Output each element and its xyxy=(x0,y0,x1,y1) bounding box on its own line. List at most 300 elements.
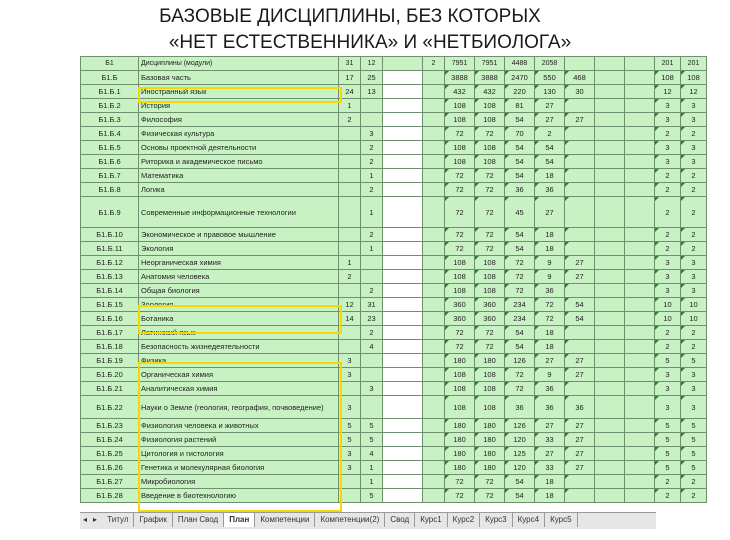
cell-empty[interactable] xyxy=(625,197,655,228)
cell-code[interactable]: Б1.Б.15 xyxy=(81,298,139,312)
cell-code[interactable]: Б1.Б.12 xyxy=(81,256,139,270)
cell-hours-norm[interactable]: 180 xyxy=(445,433,475,447)
cell-empty[interactable] xyxy=(595,475,625,489)
cell-discipline-name[interactable]: Органическая химия xyxy=(139,368,339,382)
cell-hours-norm[interactable]: 108 xyxy=(445,155,475,169)
cell-hours-plan[interactable]: 72 xyxy=(475,475,505,489)
cell-hours-plan[interactable]: 108 xyxy=(475,141,505,155)
cell-control[interactable]: 27 xyxy=(565,461,595,475)
cell-hours-norm[interactable]: 108 xyxy=(445,141,475,155)
cell-credit-semester[interactable] xyxy=(361,113,383,127)
sheet-tab[interactable]: Компетенции(2) xyxy=(315,513,385,527)
cell-exam-semester[interactable]: 14 xyxy=(339,312,361,326)
cell-zet-plan[interactable]: 2 xyxy=(681,475,707,489)
cell-exam-semester[interactable]: 2 xyxy=(339,113,361,127)
cell-hours-norm[interactable]: 108 xyxy=(445,284,475,298)
cell-hours-plan[interactable]: 180 xyxy=(475,461,505,475)
cell-zet-plan[interactable]: 10 xyxy=(681,298,707,312)
cell-contact-hours[interactable]: 54 xyxy=(505,141,535,155)
cell-exam-semester[interactable] xyxy=(339,284,361,298)
cell-hours-plan[interactable]: 108 xyxy=(475,155,505,169)
cell-hours-norm[interactable]: 72 xyxy=(445,197,475,228)
cell-exam-semester[interactable] xyxy=(339,326,361,340)
sheet-tab[interactable]: График xyxy=(134,513,172,527)
header-empty-1[interactable] xyxy=(565,57,595,71)
cell-other[interactable] xyxy=(423,197,445,228)
cell-zet-norm[interactable]: 5 xyxy=(655,419,681,433)
cell-zet-norm[interactable]: 3 xyxy=(655,368,681,382)
cell-control[interactable]: 27 xyxy=(565,270,595,284)
cell-exam-semester[interactable]: 2 xyxy=(339,270,361,284)
cell-empty[interactable] xyxy=(625,368,655,382)
cell-empty[interactable] xyxy=(595,127,625,141)
cell-hours-plan[interactable]: 72 xyxy=(475,242,505,256)
cell-hours-plan[interactable]: 180 xyxy=(475,447,505,461)
cell-hours-plan[interactable]: 72 xyxy=(475,228,505,242)
cell-credit-semester[interactable]: 31 xyxy=(361,298,383,312)
cell-zet-plan[interactable]: 2 xyxy=(681,197,707,228)
cell-credit-semester[interactable]: 1 xyxy=(361,475,383,489)
cell-empty[interactable] xyxy=(625,340,655,354)
cell-other[interactable] xyxy=(423,475,445,489)
cell-hours-norm[interactable]: 72 xyxy=(445,242,475,256)
cell-contact-hours[interactable]: 72 xyxy=(505,382,535,396)
cell-exam-semester[interactable]: 1 xyxy=(339,256,361,270)
cell-self-study[interactable]: 54 xyxy=(535,141,565,155)
header-c7[interactable]: 4488 xyxy=(505,57,535,71)
cell-code[interactable]: Б1.Б.8 xyxy=(81,183,139,197)
cell-zet-plan[interactable]: 3 xyxy=(681,141,707,155)
cell-zet-norm[interactable]: 2 xyxy=(655,183,681,197)
cell-empty[interactable] xyxy=(625,127,655,141)
cell-hours-norm[interactable]: 72 xyxy=(445,183,475,197)
header-c4[interactable]: 2 xyxy=(423,57,445,71)
cell-zet-plan[interactable]: 5 xyxy=(681,354,707,368)
cell-hours-plan[interactable]: 360 xyxy=(475,312,505,326)
cell-exam-semester[interactable] xyxy=(339,340,361,354)
cell-zet-plan[interactable]: 2 xyxy=(681,183,707,197)
header-c8[interactable]: 2058 xyxy=(535,57,565,71)
cell-zet-norm[interactable]: 3 xyxy=(655,284,681,298)
cell-empty[interactable] xyxy=(595,183,625,197)
cell-exam-semester[interactable] xyxy=(339,489,361,503)
cell-zet-norm[interactable]: 2 xyxy=(655,127,681,141)
cell-discipline-name[interactable]: Микробиология xyxy=(139,475,339,489)
cell-contact-hours[interactable]: 72 xyxy=(505,284,535,298)
cell-credit-semester[interactable]: 1 xyxy=(361,169,383,183)
cell-self-study[interactable]: 27 xyxy=(535,447,565,461)
cell-self-study[interactable]: 27 xyxy=(535,419,565,433)
cell-other[interactable] xyxy=(423,169,445,183)
cell-code[interactable]: Б1.Б.26 xyxy=(81,461,139,475)
cell-empty[interactable] xyxy=(625,433,655,447)
cell-self-study[interactable]: 130 xyxy=(535,85,565,99)
cell-empty[interactable] xyxy=(625,228,655,242)
cell-code[interactable]: Б1.Б.19 xyxy=(81,354,139,368)
cell-other[interactable] xyxy=(423,298,445,312)
sheet-tab[interactable]: Компетенции xyxy=(255,513,315,527)
cell-control[interactable]: 36 xyxy=(565,396,595,419)
cell-empty[interactable] xyxy=(595,141,625,155)
cell-control[interactable] xyxy=(565,99,595,113)
cell-credit-semester[interactable]: 2 xyxy=(361,141,383,155)
cell-self-study[interactable]: 33 xyxy=(535,433,565,447)
cell-zet-plan[interactable]: 3 xyxy=(681,284,707,298)
cell-discipline-name[interactable]: Экономическое и правовое мышление xyxy=(139,228,339,242)
cell-zet-norm[interactable]: 5 xyxy=(655,461,681,475)
cell-self-study[interactable]: 36 xyxy=(535,382,565,396)
cell-credit-semester[interactable] xyxy=(361,396,383,419)
cell-empty[interactable] xyxy=(625,169,655,183)
cell-discipline-name[interactable]: Науки о Земле (геология, география, почвоведение) xyxy=(139,396,339,419)
header-c2[interactable]: 12 xyxy=(361,57,383,71)
cell-zet-norm[interactable]: 2 xyxy=(655,340,681,354)
cell-zet-norm[interactable]: 3 xyxy=(655,382,681,396)
cell-self-study[interactable]: 27 xyxy=(535,99,565,113)
cell-empty[interactable] xyxy=(625,382,655,396)
cell-hours-norm[interactable]: 108 xyxy=(445,270,475,284)
header-code[interactable]: Б1 xyxy=(81,57,139,71)
cell-empty[interactable] xyxy=(625,113,655,127)
sheet-tab[interactable]: План Свод xyxy=(173,513,224,527)
cell-empty[interactable] xyxy=(595,396,625,419)
cell-control[interactable]: 27 xyxy=(565,256,595,270)
cell-other[interactable] xyxy=(423,396,445,419)
cell-credit-semester[interactable]: 13 xyxy=(361,85,383,99)
cell-discipline-name[interactable]: Логика xyxy=(139,183,339,197)
cell-exam-semester[interactable]: 3 xyxy=(339,354,361,368)
cell-exam-semester[interactable]: 5 xyxy=(339,433,361,447)
cell-exam-semester[interactable]: 3 xyxy=(339,396,361,419)
prev-sheet-icon[interactable]: ◂ xyxy=(82,515,87,524)
cell-contact-hours[interactable]: 125 xyxy=(505,447,535,461)
cell-contact-hours[interactable]: 2470 xyxy=(505,71,535,85)
cell-contact-hours[interactable]: 126 xyxy=(505,354,535,368)
cell-empty[interactable] xyxy=(625,256,655,270)
cell-zet-plan[interactable]: 3 xyxy=(681,256,707,270)
cell-contact-hours[interactable]: 54 xyxy=(505,169,535,183)
cell-hours-norm[interactable]: 180 xyxy=(445,354,475,368)
cell-other[interactable] xyxy=(423,85,445,99)
cell-empty[interactable] xyxy=(625,141,655,155)
cell-self-study[interactable]: 18 xyxy=(535,326,565,340)
cell-zet-norm[interactable]: 108 xyxy=(655,71,681,85)
cell-exam-semester[interactable] xyxy=(339,183,361,197)
cell-exam-semester[interactable] xyxy=(339,228,361,242)
cell-contact-hours[interactable]: 54 xyxy=(505,113,535,127)
cell-other[interactable] xyxy=(423,270,445,284)
cell-zet-plan[interactable]: 3 xyxy=(681,368,707,382)
cell-exam-semester[interactable]: 3 xyxy=(339,447,361,461)
cell-hours-norm[interactable]: 108 xyxy=(445,368,475,382)
cell-credit-semester[interactable] xyxy=(361,368,383,382)
cell-other[interactable] xyxy=(423,340,445,354)
cell-zet-norm[interactable]: 10 xyxy=(655,298,681,312)
cell-credit-semester[interactable]: 2 xyxy=(361,228,383,242)
cell-hours-norm[interactable]: 72 xyxy=(445,127,475,141)
cell-self-study[interactable]: 9 xyxy=(535,368,565,382)
cell-empty[interactable] xyxy=(625,461,655,475)
cell-discipline-name[interactable]: Латинский язык xyxy=(139,326,339,340)
cell-credit-semester[interactable]: 1 xyxy=(361,242,383,256)
header-c9[interactable]: 201 xyxy=(655,57,681,71)
cell-credit-semester[interactable]: 1 xyxy=(361,461,383,475)
cell-zet-norm[interactable]: 3 xyxy=(655,270,681,284)
cell-discipline-name[interactable]: Генетика и молекулярная биология xyxy=(139,461,339,475)
cell-empty[interactable] xyxy=(625,447,655,461)
cell-other[interactable] xyxy=(423,447,445,461)
cell-code[interactable]: Б1.Б xyxy=(81,71,139,85)
cell-exam-semester[interactable] xyxy=(339,475,361,489)
cell-credit-semester[interactable]: 2 xyxy=(361,155,383,169)
cell-control[interactable]: 468 xyxy=(565,71,595,85)
cell-hours-norm[interactable]: 3888 xyxy=(445,71,475,85)
cell-code[interactable]: Б1.Б.25 xyxy=(81,447,139,461)
cell-discipline-name[interactable]: Философия xyxy=(139,113,339,127)
cell-hours-norm[interactable]: 180 xyxy=(445,447,475,461)
cell-zet-norm[interactable]: 10 xyxy=(655,312,681,326)
cell-code[interactable]: Б1.Б.7 xyxy=(81,169,139,183)
cell-hours-plan[interactable]: 108 xyxy=(475,284,505,298)
cell-code[interactable]: Б1.Б.16 xyxy=(81,312,139,326)
cell-zet-plan[interactable]: 2 xyxy=(681,169,707,183)
cell-empty[interactable] xyxy=(625,155,655,169)
cell-contact-hours[interactable]: 72 xyxy=(505,256,535,270)
cell-other[interactable] xyxy=(423,382,445,396)
cell-credit-semester[interactable] xyxy=(361,354,383,368)
cell-other[interactable] xyxy=(423,461,445,475)
cell-contact-hours[interactable]: 234 xyxy=(505,312,535,326)
cell-hours-norm[interactable]: 72 xyxy=(445,475,475,489)
cell-control[interactable] xyxy=(565,141,595,155)
header-c6[interactable]: 7951 xyxy=(475,57,505,71)
cell-code[interactable]: Б1.Б.21 xyxy=(81,382,139,396)
cell-exam-semester[interactable] xyxy=(339,197,361,228)
cell-control[interactable] xyxy=(565,340,595,354)
cell-empty[interactable] xyxy=(625,326,655,340)
cell-empty[interactable] xyxy=(595,340,625,354)
cell-self-study[interactable]: 36 xyxy=(535,183,565,197)
cell-discipline-name[interactable]: Общая биология xyxy=(139,284,339,298)
cell-hours-plan[interactable]: 360 xyxy=(475,298,505,312)
cell-empty[interactable] xyxy=(595,489,625,503)
cell-discipline-name[interactable]: Риторика и академическое письмо xyxy=(139,155,339,169)
cell-control[interactable]: 54 xyxy=(565,312,595,326)
cell-credit-semester[interactable]: 23 xyxy=(361,312,383,326)
cell-self-study[interactable]: 72 xyxy=(535,312,565,326)
cell-contact-hours[interactable]: 234 xyxy=(505,298,535,312)
cell-other[interactable] xyxy=(423,113,445,127)
cell-empty[interactable] xyxy=(625,85,655,99)
cell-self-study[interactable]: 33 xyxy=(535,461,565,475)
cell-other[interactable] xyxy=(423,256,445,270)
cell-empty[interactable] xyxy=(595,312,625,326)
cell-control[interactable]: 27 xyxy=(565,368,595,382)
cell-zet-norm[interactable]: 2 xyxy=(655,475,681,489)
cell-hours-plan[interactable]: 72 xyxy=(475,489,505,503)
cell-empty[interactable] xyxy=(625,354,655,368)
cell-control[interactable] xyxy=(565,155,595,169)
cell-control[interactable] xyxy=(565,489,595,503)
cell-discipline-name[interactable]: Современные информационные технологии xyxy=(139,197,339,228)
cell-zet-norm[interactable]: 2 xyxy=(655,228,681,242)
sheet-tab[interactable]: Курс4 xyxy=(513,513,545,527)
cell-zet-plan[interactable]: 5 xyxy=(681,419,707,433)
cell-self-study[interactable]: 27 xyxy=(535,354,565,368)
cell-empty[interactable] xyxy=(595,169,625,183)
cell-control[interactable] xyxy=(565,475,595,489)
cell-hours-plan[interactable]: 72 xyxy=(475,127,505,141)
sheet-tab[interactable]: Свод xyxy=(385,513,415,527)
cell-other[interactable] xyxy=(423,326,445,340)
cell-self-study[interactable]: 18 xyxy=(535,475,565,489)
cell-code[interactable]: Б1.Б.1 xyxy=(81,85,139,99)
cell-zet-plan[interactable]: 5 xyxy=(681,433,707,447)
cell-control[interactable] xyxy=(565,326,595,340)
cell-self-study[interactable]: 18 xyxy=(535,489,565,503)
cell-contact-hours[interactable]: 54 xyxy=(505,475,535,489)
cell-code[interactable]: Б1.Б.23 xyxy=(81,419,139,433)
cell-code[interactable]: Б1.Б.3 xyxy=(81,113,139,127)
cell-zet-plan[interactable]: 2 xyxy=(681,489,707,503)
cell-empty[interactable] xyxy=(625,298,655,312)
cell-contact-hours[interactable]: 54 xyxy=(505,326,535,340)
header-c1[interactable]: 31 xyxy=(339,57,361,71)
cell-control[interactable] xyxy=(565,197,595,228)
cell-discipline-name[interactable]: Ботаника xyxy=(139,312,339,326)
cell-self-study[interactable]: 18 xyxy=(535,340,565,354)
cell-hours-norm[interactable]: 432 xyxy=(445,85,475,99)
cell-hours-norm[interactable]: 360 xyxy=(445,298,475,312)
cell-discipline-name[interactable]: Математика xyxy=(139,169,339,183)
cell-control[interactable]: 27 xyxy=(565,354,595,368)
cell-empty[interactable] xyxy=(595,298,625,312)
cell-self-study[interactable]: 9 xyxy=(535,256,565,270)
cell-hours-norm[interactable]: 72 xyxy=(445,340,475,354)
cell-control[interactable]: 27 xyxy=(565,447,595,461)
cell-empty[interactable] xyxy=(595,270,625,284)
cell-credit-semester[interactable]: 2 xyxy=(361,284,383,298)
cell-empty[interactable] xyxy=(625,99,655,113)
cell-hours-norm[interactable]: 108 xyxy=(445,396,475,419)
sheet-tab[interactable]: Курс3 xyxy=(480,513,512,527)
header-name[interactable]: Дисциплины (модули) xyxy=(139,57,339,71)
cell-code[interactable]: Б1.Б.14 xyxy=(81,284,139,298)
cell-hours-plan[interactable]: 180 xyxy=(475,354,505,368)
cell-empty[interactable] xyxy=(625,419,655,433)
cell-zet-plan[interactable]: 2 xyxy=(681,228,707,242)
cell-control[interactable] xyxy=(565,284,595,298)
cell-exam-semester[interactable]: 12 xyxy=(339,298,361,312)
cell-zet-plan[interactable]: 3 xyxy=(681,382,707,396)
cell-zet-plan[interactable]: 2 xyxy=(681,242,707,256)
cell-other[interactable] xyxy=(423,99,445,113)
cell-self-study[interactable]: 18 xyxy=(535,228,565,242)
cell-hours-plan[interactable]: 72 xyxy=(475,197,505,228)
cell-exam-semester[interactable] xyxy=(339,169,361,183)
cell-zet-norm[interactable]: 2 xyxy=(655,242,681,256)
cell-empty[interactable] xyxy=(595,85,625,99)
cell-zet-plan[interactable]: 2 xyxy=(681,326,707,340)
cell-exam-semester[interactable]: 3 xyxy=(339,368,361,382)
cell-zet-plan[interactable]: 5 xyxy=(681,447,707,461)
cell-hours-plan[interactable]: 72 xyxy=(475,183,505,197)
cell-credit-semester[interactable] xyxy=(361,256,383,270)
cell-contact-hours[interactable]: 54 xyxy=(505,489,535,503)
cell-empty[interactable] xyxy=(595,71,625,85)
cell-code[interactable]: Б1.Б.9 xyxy=(81,197,139,228)
cell-credit-semester[interactable]: 2 xyxy=(361,326,383,340)
cell-credit-semester[interactable]: 3 xyxy=(361,382,383,396)
cell-discipline-name[interactable]: Безопасность жизнедеятельности xyxy=(139,340,339,354)
cell-contact-hours[interactable]: 36 xyxy=(505,396,535,419)
cell-empty[interactable] xyxy=(595,368,625,382)
cell-empty[interactable] xyxy=(625,242,655,256)
cell-self-study[interactable]: 54 xyxy=(535,155,565,169)
cell-empty[interactable] xyxy=(595,256,625,270)
cell-discipline-name[interactable]: Иностранный язык xyxy=(139,85,339,99)
cell-empty[interactable] xyxy=(625,284,655,298)
cell-empty[interactable] xyxy=(625,489,655,503)
cell-hours-norm[interactable]: 108 xyxy=(445,113,475,127)
cell-control[interactable]: 54 xyxy=(565,298,595,312)
cell-zet-norm[interactable]: 3 xyxy=(655,99,681,113)
cell-discipline-name[interactable]: Введение в биотехнологию xyxy=(139,489,339,503)
cell-other[interactable] xyxy=(423,228,445,242)
cell-other[interactable] xyxy=(423,183,445,197)
cell-code[interactable]: Б1.Б.27 xyxy=(81,475,139,489)
cell-hours-plan[interactable]: 180 xyxy=(475,433,505,447)
cell-zet-norm[interactable]: 3 xyxy=(655,155,681,169)
cell-empty[interactable] xyxy=(625,396,655,419)
cell-zet-norm[interactable]: 5 xyxy=(655,433,681,447)
cell-contact-hours[interactable]: 45 xyxy=(505,197,535,228)
cell-empty[interactable] xyxy=(595,242,625,256)
cell-hours-plan[interactable]: 108 xyxy=(475,270,505,284)
cell-zet-plan[interactable]: 3 xyxy=(681,396,707,419)
cell-code[interactable]: Б1.Б.28 xyxy=(81,489,139,503)
cell-self-study[interactable]: 27 xyxy=(535,197,565,228)
cell-control[interactable]: 27 xyxy=(565,419,595,433)
cell-empty[interactable] xyxy=(595,113,625,127)
cell-zet-norm[interactable]: 2 xyxy=(655,489,681,503)
cell-self-study[interactable]: 36 xyxy=(535,284,565,298)
cell-zet-plan[interactable]: 5 xyxy=(681,461,707,475)
cell-contact-hours[interactable]: 72 xyxy=(505,270,535,284)
cell-code[interactable]: Б1.Б.24 xyxy=(81,433,139,447)
cell-control[interactable] xyxy=(565,127,595,141)
cell-credit-semester[interactable]: 1 xyxy=(361,197,383,228)
header-empty-3[interactable] xyxy=(625,57,655,71)
cell-contact-hours[interactable]: 126 xyxy=(505,419,535,433)
cell-self-study[interactable]: 27 xyxy=(535,113,565,127)
cell-control[interactable] xyxy=(565,242,595,256)
sheet-tab[interactable]: Титул xyxy=(102,513,134,527)
cell-control[interactable] xyxy=(565,228,595,242)
cell-contact-hours[interactable]: 70 xyxy=(505,127,535,141)
sheet-tab[interactable]: Курс2 xyxy=(448,513,480,527)
cell-code[interactable]: Б1.Б.11 xyxy=(81,242,139,256)
cell-other[interactable] xyxy=(423,419,445,433)
cell-code[interactable]: Б1.Б.17 xyxy=(81,326,139,340)
cell-zet-plan[interactable]: 2 xyxy=(681,127,707,141)
cell-empty[interactable] xyxy=(595,155,625,169)
cell-empty[interactable] xyxy=(595,99,625,113)
cell-control[interactable] xyxy=(565,183,595,197)
cell-control[interactable]: 27 xyxy=(565,113,595,127)
cell-code[interactable]: Б1.Б.13 xyxy=(81,270,139,284)
cell-discipline-name[interactable]: История xyxy=(139,99,339,113)
